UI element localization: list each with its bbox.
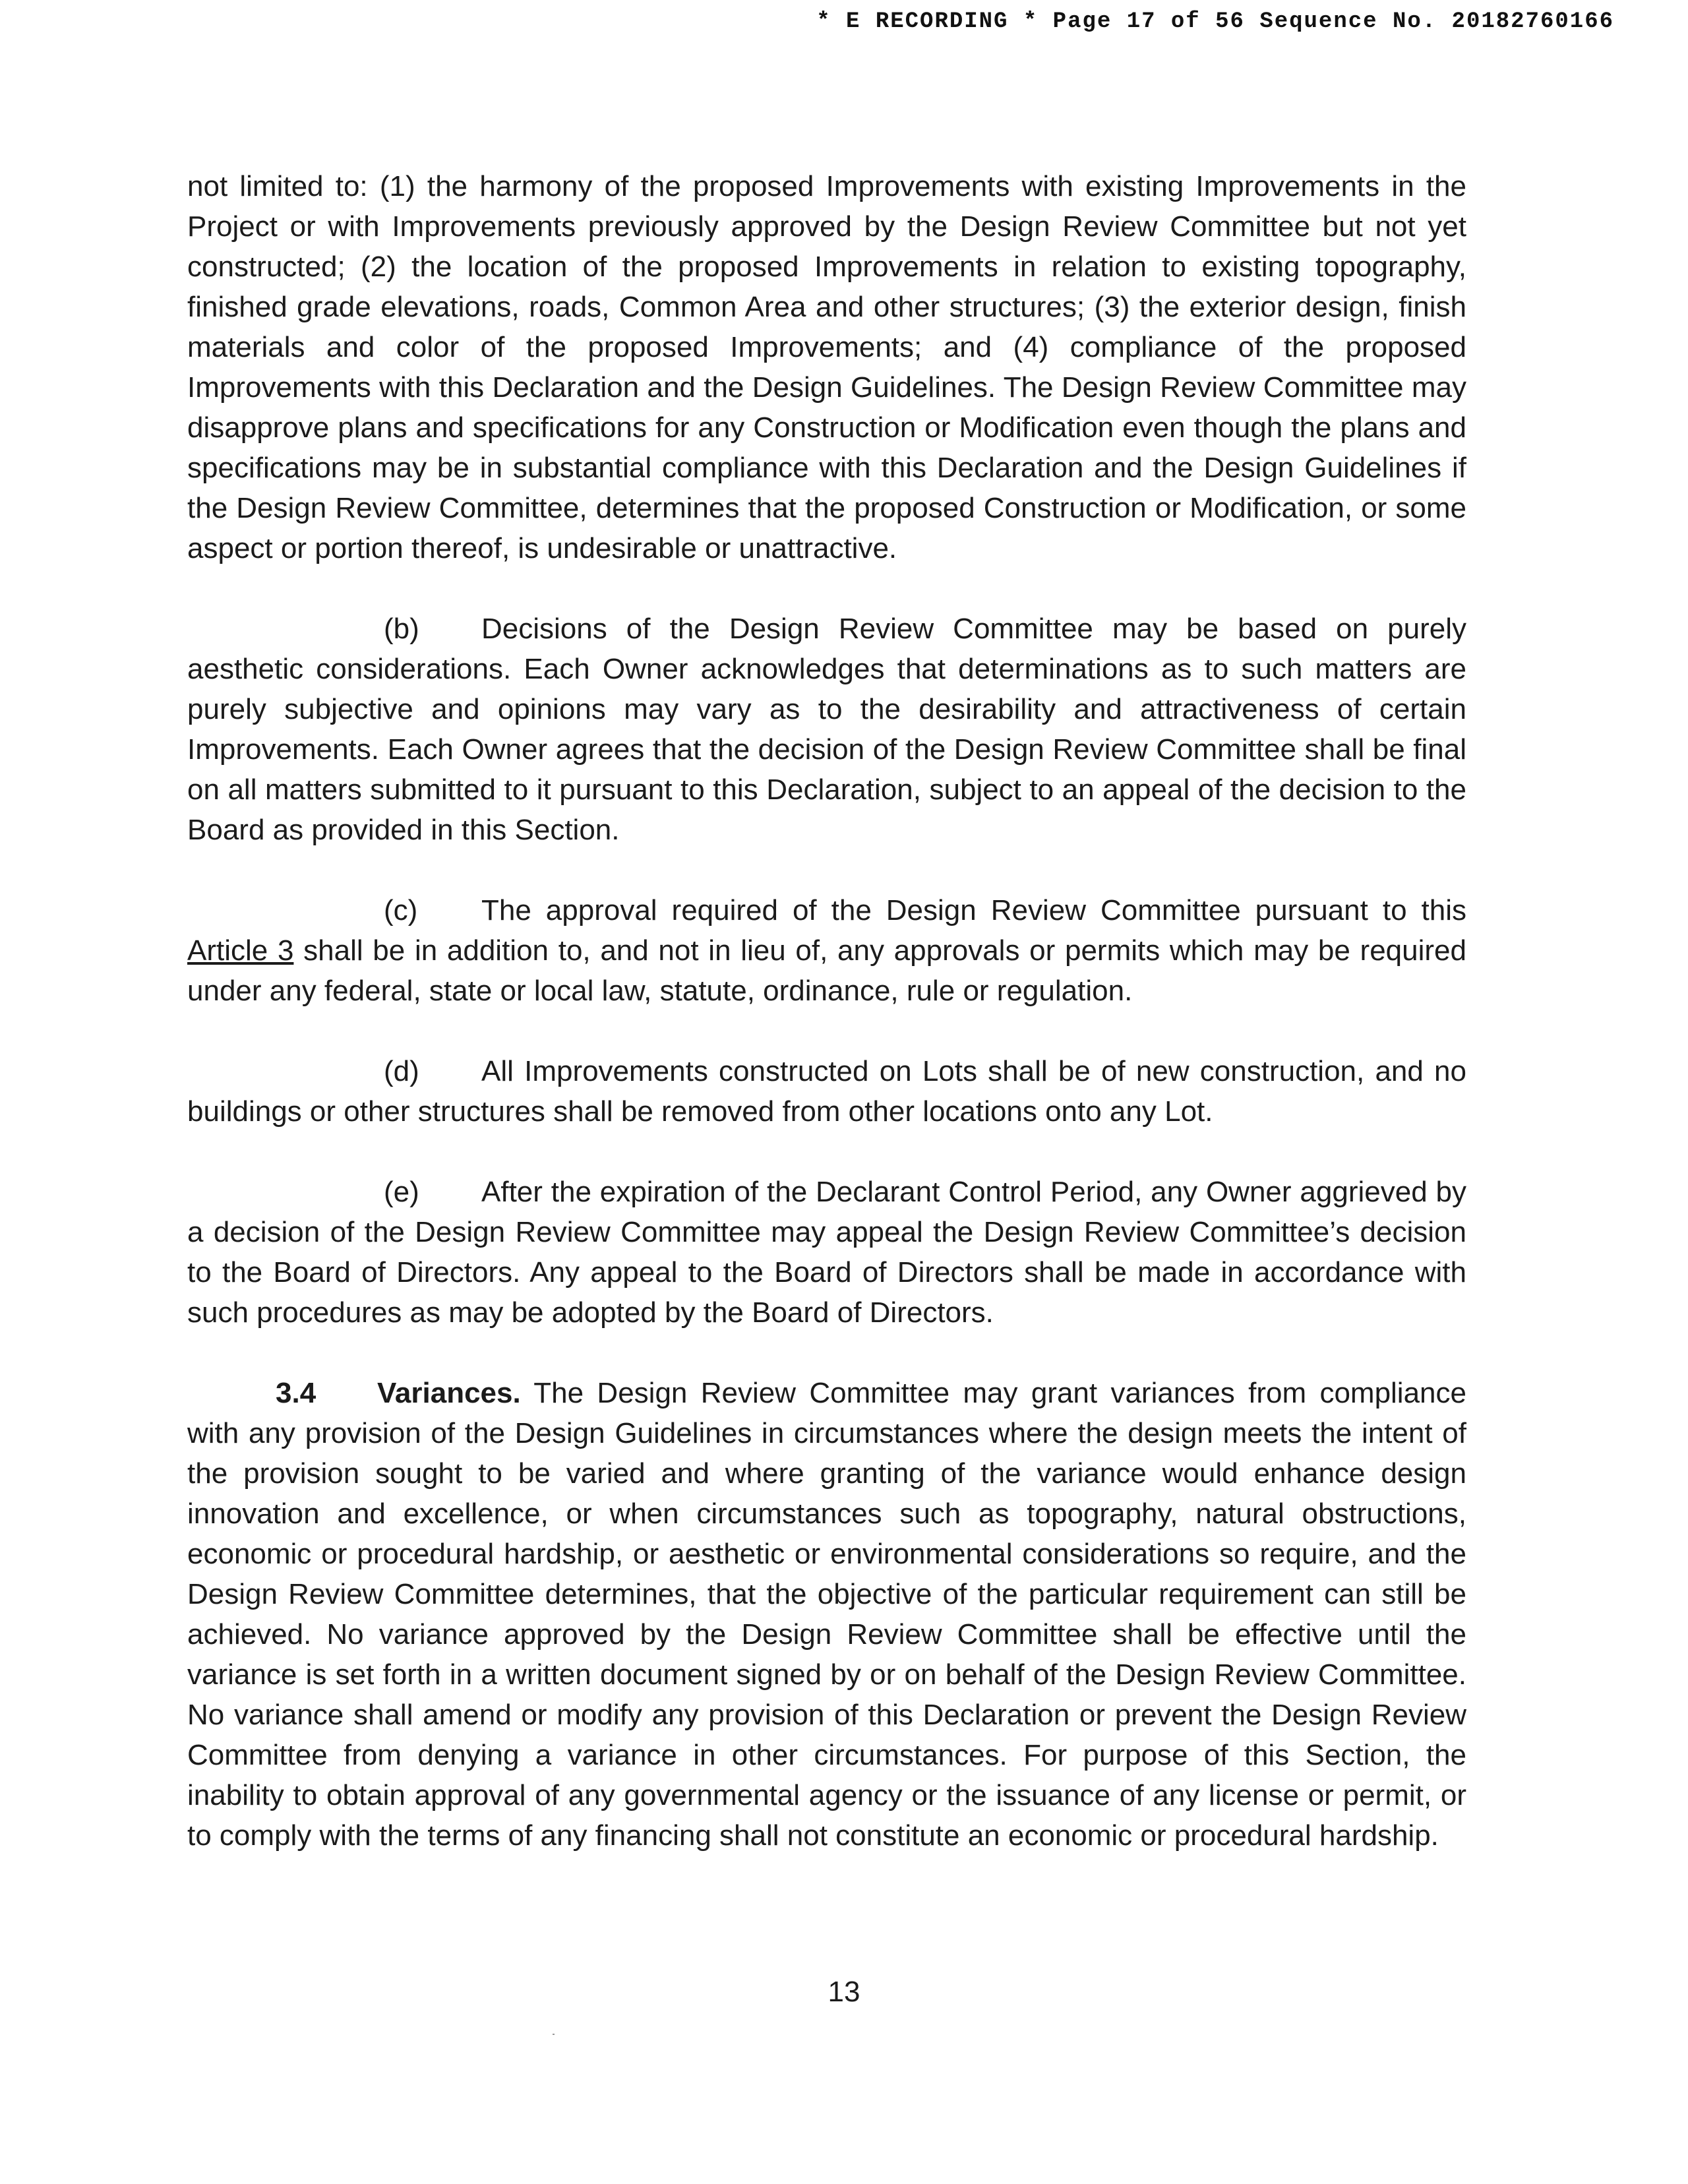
paragraph-b-label: (b)	[384, 613, 419, 645]
paragraph-d-text: All Improvements constructed on Lots shall be of new construction, and no buildings or other structures shall be removed from other locations onto any Lot.	[187, 1055, 1466, 1128]
document-body	[187, 166, 1466, 1856]
section-3-4	[187, 1373, 1466, 1856]
page-number: 13	[828, 1976, 860, 2008]
paragraph-e-text: After the expiration of the Declarant Control Period, any Owner aggrieved by a decision of the Design Review Committee may appeal the Design Review Committee’s decision to the Board of Directors. Any appeal to the Board of Directors shall be made in accordance with such procedures as may be adopted by the Board of Directors.	[187, 1176, 1466, 1329]
paragraph-e	[187, 1172, 1466, 1333]
section-number: 3.4	[276, 1377, 316, 1409]
paragraph-b-text: Decisions of the Design Review Committee may be based on purely aesthetic considerations. Each Owner acknowledges that determinations as to such matters are purely subjective and opinions may vary as to the desirability and attractiveness of certain Improvements. Each Owner agrees that the decision of the Design Review Committee shall be final on all matters submitted to it pursuant to this Declaration, subject to an appeal of the decision to the Board as provided in this Section.	[187, 613, 1466, 846]
paragraph-b	[187, 609, 1466, 850]
paragraph-d	[187, 1051, 1466, 1132]
paragraph-e-label: (e)	[384, 1176, 419, 1208]
paragraph-c-text-after: shall be in addition to, and not in lieu of, any approvals or permits which may be required under any federal, state or local law, statute, ordinance, rule or regulation.	[187, 934, 1466, 1007]
paragraph-d-label: (d)	[384, 1055, 419, 1087]
section-3-4-text: The Design Review Committee may grant variances from compliance with any provision of the Design Guidelines in circumstances where the design meets the intent of the provision sought to be varied and where granting of the variance would enhance design innovation and excellence, or when circumstances such as topography, natural obstructions, economic or procedural hardship, or aesthetic or environmental considerations so require, and the Design Review Committee determines, that the objective of the particular requirement can still be achieved. No variance approved by the Design Review Committee shall be effective until the variance is set forth in a written document signed by or on behalf of the Design Review Committee. No variance shall amend or modify any provision of this Declaration or prevent the Design Review Committee from denying a variance in other circumstances. For purpose of this Section, the inability to obtain approval of any governmental agency or the issuance of any license or permit, or to comply with the terms of any financing shall not constitute an economic or procedural hardship.	[187, 1377, 1466, 1852]
recording-stamp: * E RECORDING * Page 17 of 56 Sequence No. 20182760166	[816, 9, 1614, 34]
article-3-reference: Article 3	[187, 934, 294, 967]
paragraph-c-label: (c)	[384, 894, 418, 926]
section-title: Variances.	[377, 1377, 521, 1409]
paragraph-c-text-before: The approval required of the Design Review Committee pursuant to this	[481, 894, 1466, 926]
scan-speck	[553, 2034, 555, 2035]
continuation-paragraph: not limited to: (1) the harmony of the proposed Improvements with existing Improvements in the Project or with Improvements previously approved by the Design Review Committee but not yet constructed; (2) the location of the proposed Improvements in relation to existing topography, finished grade elevations, roads, Common Area and other structures; (3) the exterior design, finish materials and color of the proposed Improvements; and (4) compliance of the proposed Improvements with this Declaration and the Design Guidelines. The Design Review Committee may disapprove plans and specifications for any Construction or Modification even though the plans and specifications may be in substantial compliance with this Declaration and the Design Guidelines if the Design Review Committee, determines that the proposed Construction or Modification, or some aspect or portion thereof, is undesirable or unattractive.	[187, 170, 1466, 564]
paragraph-c	[187, 890, 1466, 1011]
